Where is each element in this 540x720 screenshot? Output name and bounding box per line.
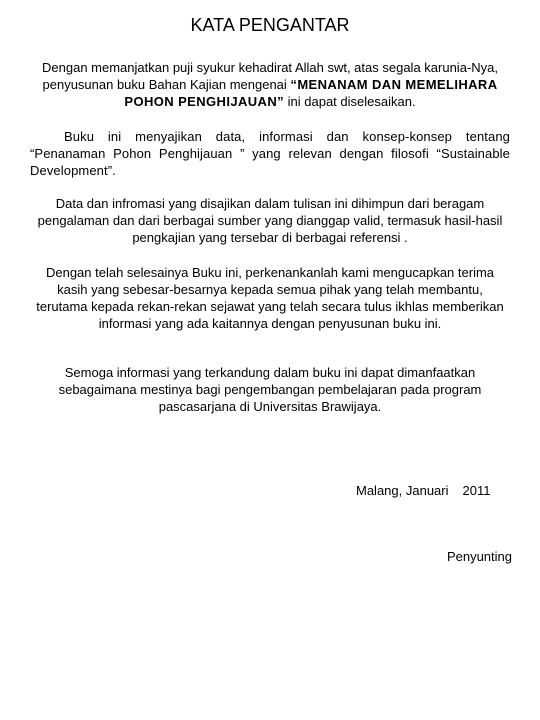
paragraph-thanks: Dengan telah selesainya Buku ini, perkenankanlah kami mengucapkan terima kasih yang sebesar-besarnya kepada semua pihak yang telah membantu, terutama kepada rekan-rekan sejawat yang telah secara tulus ikhlas memberikan informasi yang ada kaitannya dengan penyusunan buku ini. — [36, 265, 504, 331]
paragraph-opening-text: Dengan memanjatkan puji syukur kehadirat Allah swt, atas segala karunia-Nya, penyusunan buku Bahan Kajian mengenai — [42, 60, 498, 92]
paragraph-content-text: Buku ini menyajikan data, informasi dan konsep-konsep tentang “Penanaman Pohon Penghijauan ” yang relevan dengan filosofi “Sustainable Development”. — [30, 129, 510, 178]
place-date — [356, 482, 516, 499]
paragraph-content — [30, 128, 510, 179]
page-title: KATA PENGANTAR — [190, 15, 350, 35]
paragraph-opening — [30, 59, 510, 110]
paragraph-opening-end: ini dapat diselesaikan. — [284, 94, 416, 109]
year: 2011 — [462, 483, 491, 498]
editor-signature: Penyunting — [446, 549, 512, 564]
paragraph-sources: Data dan infromasi yang disajikan dalam tulisan ini dihimpun dari beragam pengalaman dan dari berbagai sumber yang dianggap valid, termasuk hasil-hasil pengkajian yang tersebar di berbagai referensi . — [37, 196, 503, 245]
paragraph-hope: Semoga informasi yang terkandung dalam buku ini dapat dimanfaatkan sebagaimana mestinya bagi pengembangan pembelajaran pada program pascasarjana di Universitas Brawijaya. — [58, 365, 482, 414]
place-month: Malang, Januari — [356, 483, 449, 498]
book-title-emphasis: “MENANAM DAN MEMELIHARA POHON PENGHIJAUAN” — [124, 77, 498, 109]
